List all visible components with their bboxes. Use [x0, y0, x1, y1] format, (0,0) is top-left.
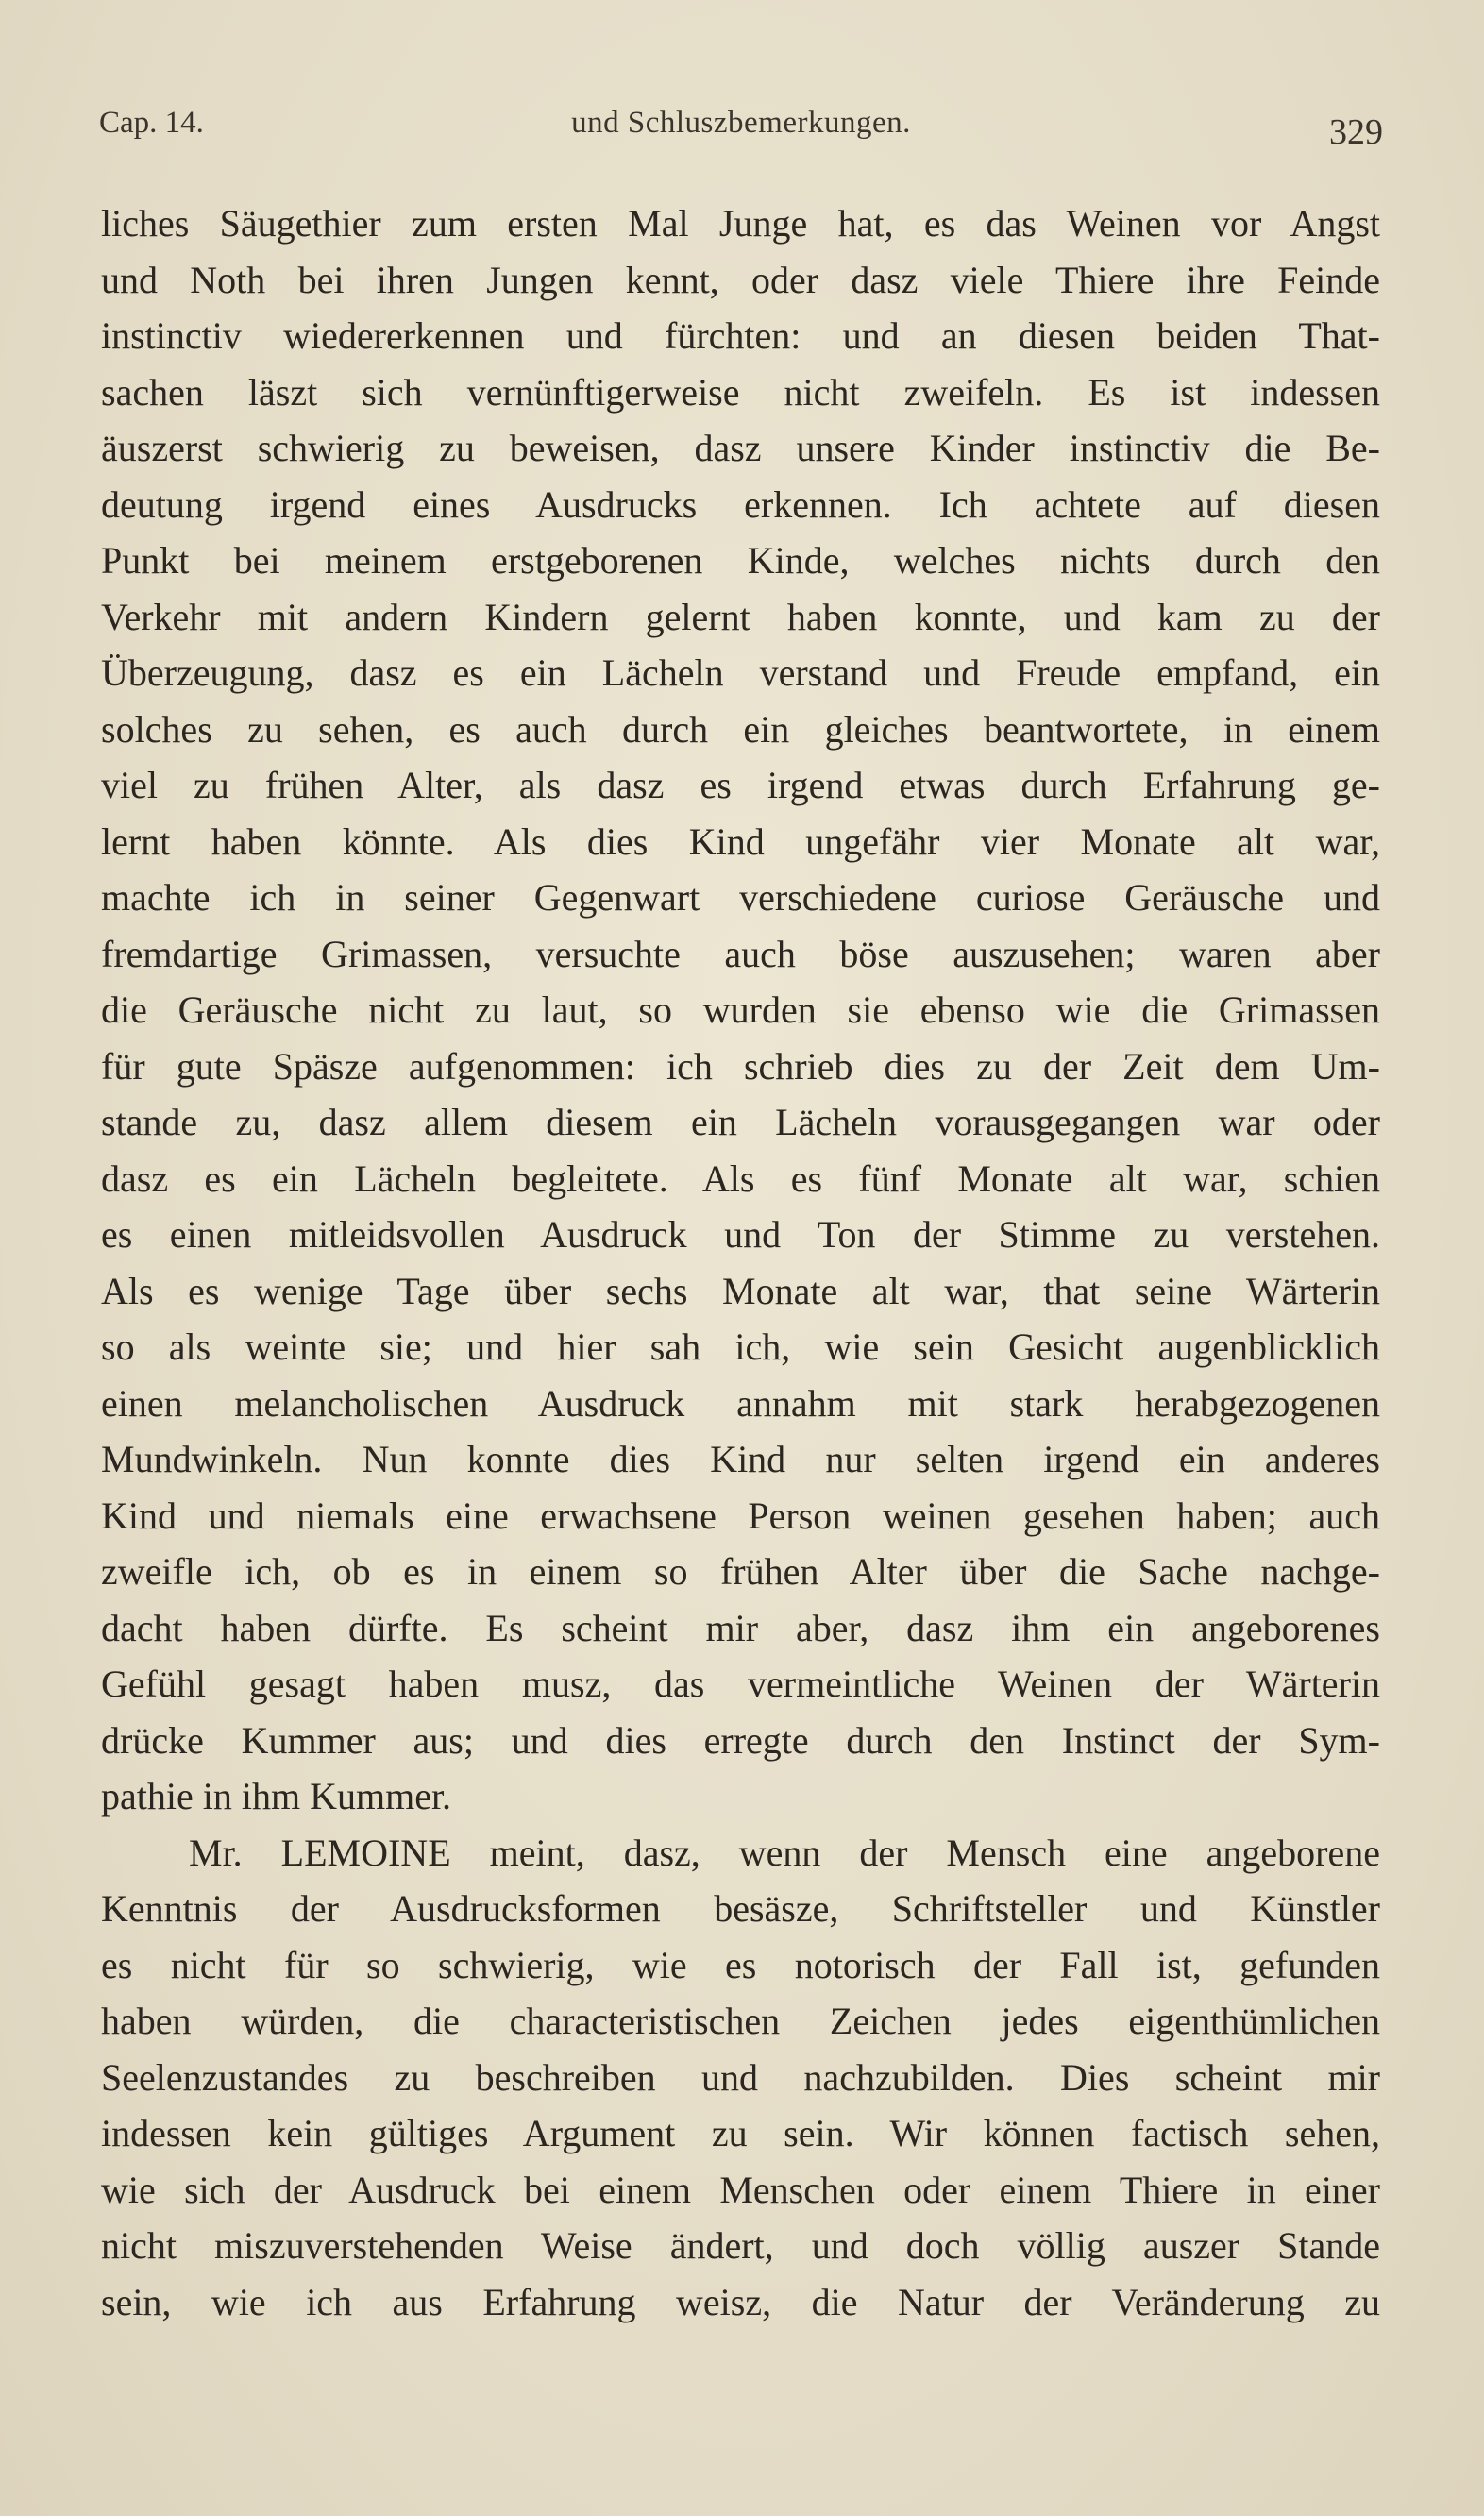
text-line: äuszerst schwierig zu beweisen, dasz unsere Kinder instinctiv die Be-	[101, 427, 1380, 469]
text-line: Kind und niemals eine erwachsene Person weinen gesehen haben; auch	[101, 1494, 1380, 1537]
text-line: und Noth bei ihren Jungen kennt, oder dasz viele Thiere ihre Feinde	[101, 258, 1380, 301]
paragraph-start-line: Mr. LEMOINE meint, dasz, wenn der Mensch eine angeborene	[189, 1831, 1380, 1874]
text-line: für gute Späsze aufgenommen: ich schrieb dies zu der Zeit dem Um-	[101, 1044, 1380, 1088]
text-line: Überzeugung, dasz es ein Lächeln verstand und Freude empfand, ein	[101, 651, 1380, 694]
text-line: Gefühl gesagt haben musz, das vermeintliche Weinen der Wärterin	[101, 1663, 1380, 1705]
paragraph-end-line: pathie in ihm Kummer.	[101, 1775, 452, 1817]
text-line: machte ich in seiner Gegenwart verschiedene curiose Geräusche und	[101, 876, 1380, 919]
text-line: die Geräusche nicht zu laut, so wurden sie ebenso wie die Grimassen	[101, 988, 1380, 1031]
text-line: Kenntnis der Ausdrucksformen besäsze, Schriftsteller und Künstler	[101, 1887, 1380, 1930]
text-line: stande zu, dasz allem diesem ein Lächeln vorausgegangen war oder	[101, 1101, 1380, 1143]
text-line: wie sich der Ausdruck bei einem Menschen oder einem Thiere in einer	[101, 2168, 1380, 2211]
text-line: solches zu sehen, es auch durch ein gleiches beantwortete, in einem	[101, 707, 1380, 751]
section-title: und Schluszbemerkungen.	[571, 106, 911, 140]
text-line: lernt haben könnte. Als dies Kind ungefähr vier Monate alt war,	[101, 819, 1380, 863]
text-line: haben würden, die characteristischen Zeichen jedes eigenthümlichen	[101, 2000, 1380, 2042]
body-text	[101, 195, 1380, 2330]
text-line: Verkehr mit andern Kindern gelernt haben konnte, und kam zu der	[101, 595, 1380, 638]
text-line: einen melancholischen Ausdruck annahm mit stark herabgezogenen	[101, 1381, 1380, 1425]
text-line: so als weinte sie; und hier sah ich, wie sein Gesicht augenblicklich	[101, 1326, 1380, 1368]
text-line: fremdartige Grimassen, versuchte auch böse auszusehen; waren aber	[101, 932, 1380, 975]
text-line: dacht haben dürfte. Es scheint mir aber, dasz ihm ein angeborenes	[101, 1606, 1380, 1649]
text-line: es einen mitleidsvollen Ausdruck und Ton der Stimme zu verstehen.	[101, 1213, 1380, 1256]
text-line: indessen kein gültiges Argument zu sein. Wir können factisch sehen,	[101, 2112, 1380, 2154]
page-number: 329	[1329, 112, 1383, 152]
text-line: viel zu frühen Alter, als dasz es irgend etwas durch Erfahrung ge-	[101, 764, 1380, 806]
text-line: deutung irgend eines Ausdrucks erkennen. Ich achtete auf diesen	[101, 482, 1380, 526]
text-line: liches Säugethier zum ersten Mal Junge hat, es das Weinen vor Angst	[101, 202, 1380, 245]
chapter-label: Cap. 14.	[99, 106, 204, 140]
text-line: sachen läszt sich vernünftigerweise nicht zweifeln. Es ist indessen	[101, 370, 1380, 414]
text-line: Seelenzustandes zu beschreiben und nachzubilden. Dies scheint mir	[101, 2055, 1380, 2099]
text-line: Punkt bei meinem erstgeborenen Kinde, welches nichts durch den	[101, 539, 1380, 582]
text-line: nicht miszuverstehenden Weise ändert, und doch völlig auszer Stande	[101, 2224, 1380, 2267]
text-line: Mundwinkeln. Nun konnte dies Kind nur selten irgend ein anderes	[101, 1438, 1380, 1480]
text-line: drücke Kummer aus; und dies erregte durch den Instinct der Sym-	[101, 1718, 1380, 1762]
text-line: instinctiv wiedererkennen und fürchten: und an diesen beiden That-	[101, 314, 1380, 357]
text-line: zweifle ich, ob es in einem so frühen Alter über die Sache nachge-	[101, 1550, 1380, 1593]
text-line: es nicht für so schwierig, wie es notorisch der Fall ist, gefunden	[101, 1943, 1380, 1986]
text-line: sein, wie ich aus Erfahrung weisz, die Natur der Veränderung zu	[101, 2280, 1380, 2323]
running-head	[99, 106, 1383, 153]
text-line: Als es wenige Tage über sechs Monate alt war, that seine Wärterin	[101, 1269, 1380, 1312]
text-line: dasz es ein Lächeln begleitete. Als es fünf Monate alt war, schien	[101, 1157, 1380, 1200]
